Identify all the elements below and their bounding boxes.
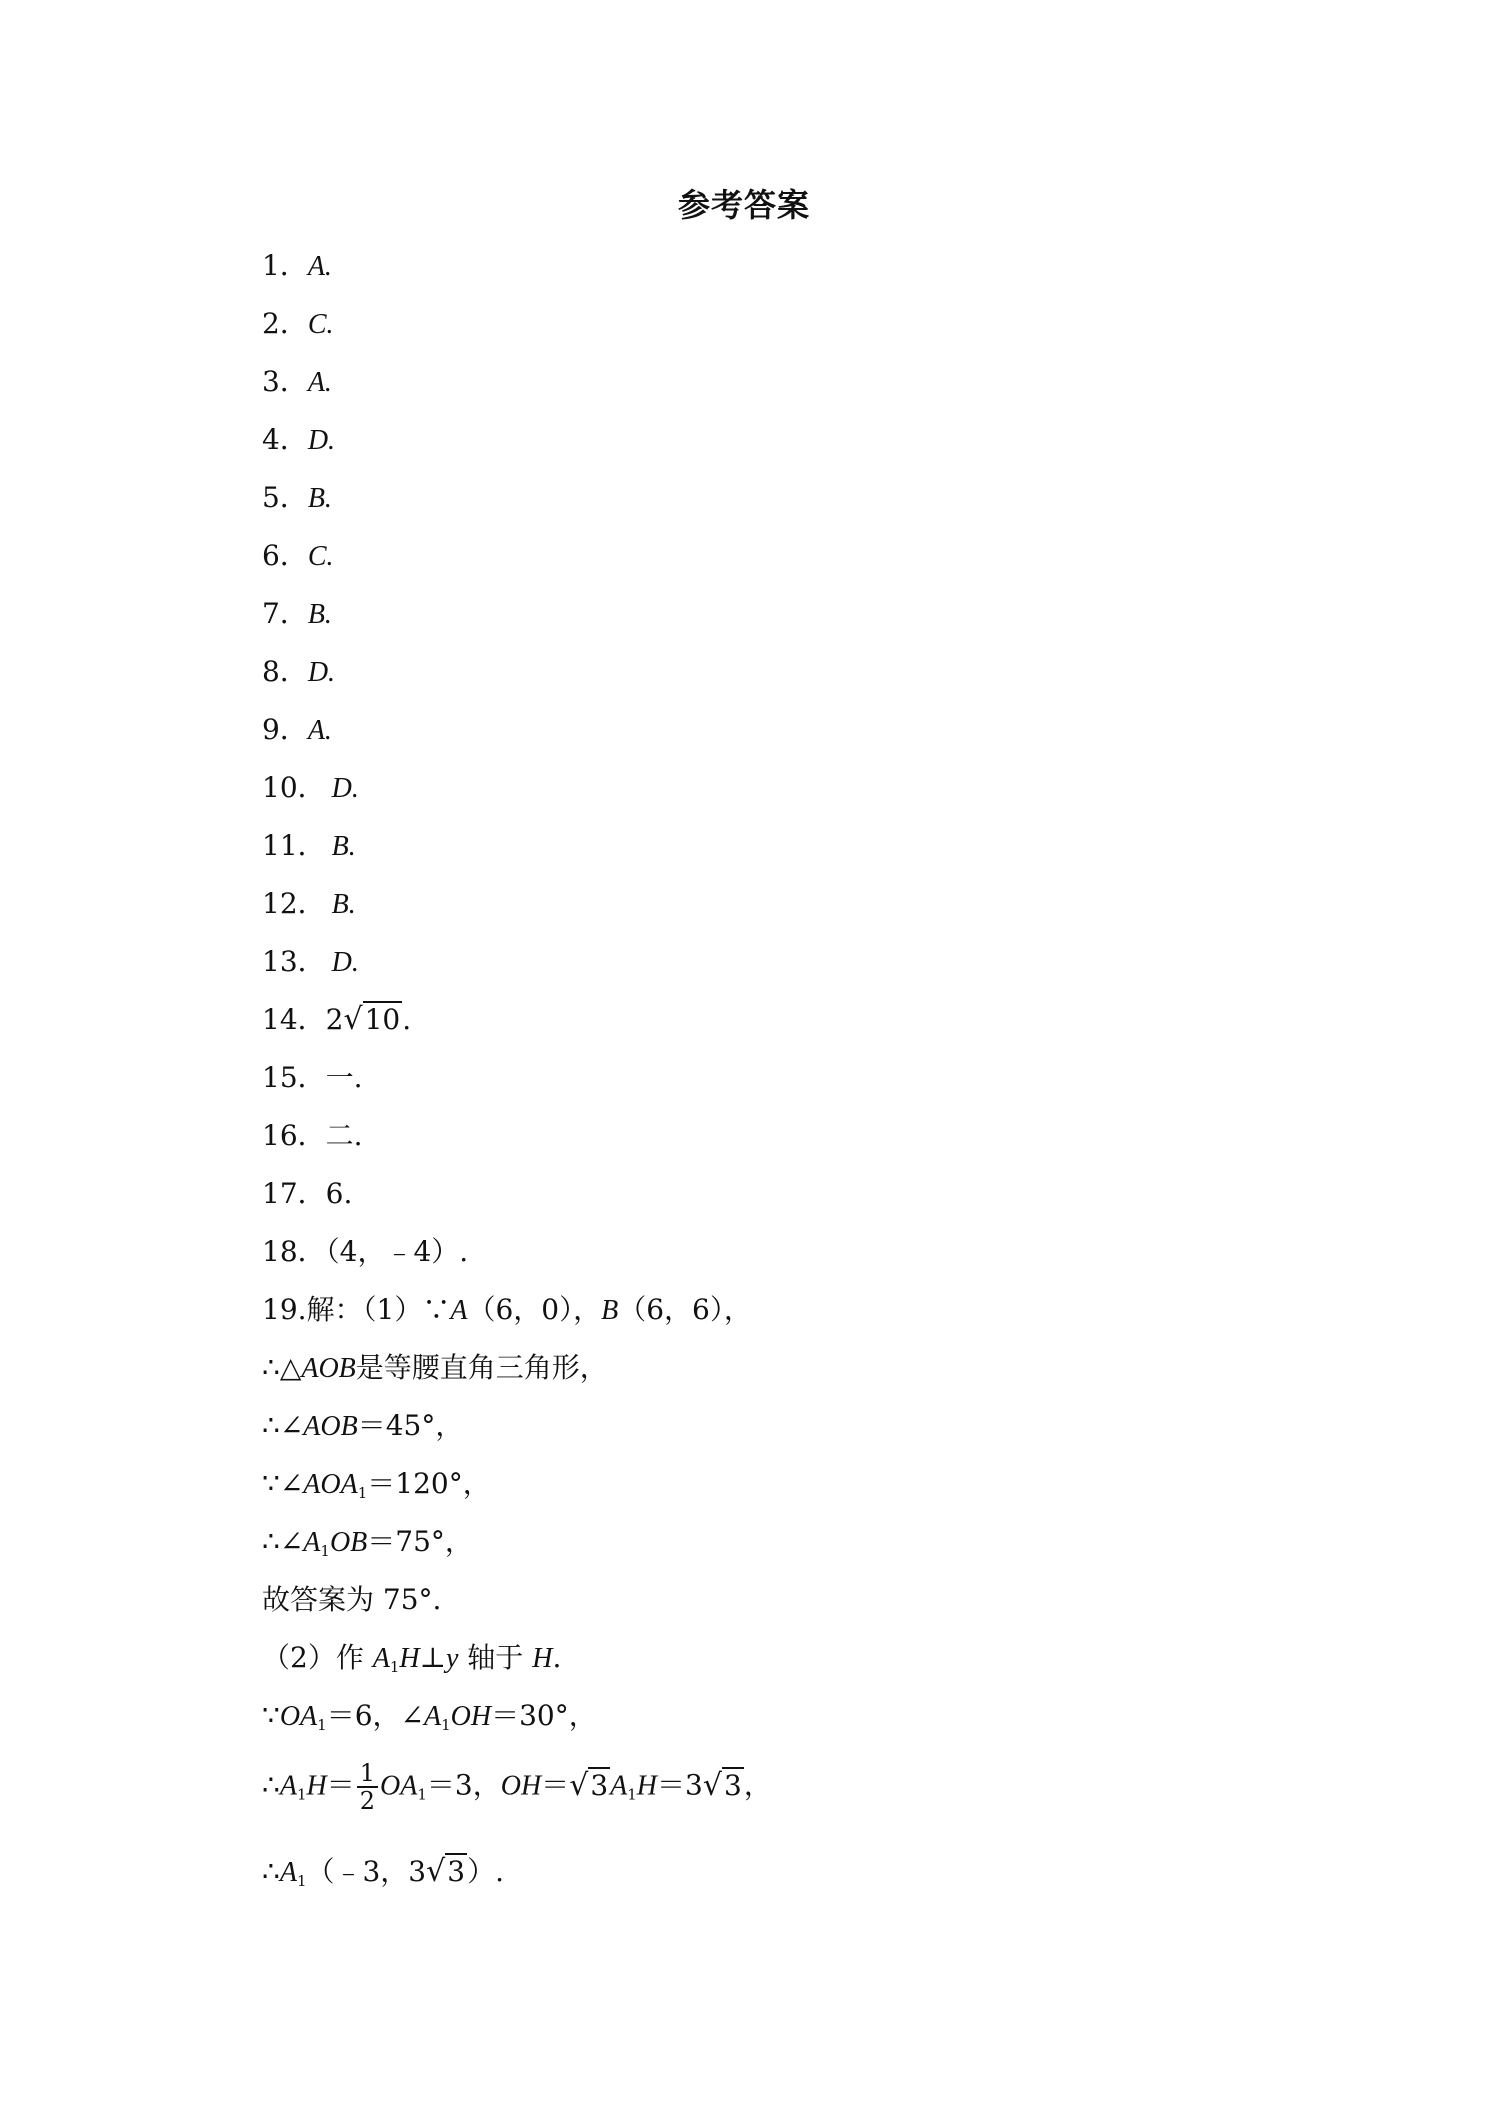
solution-19-line-9: $\therefore A_1H=$ $\frac{1}{2}$ $OA_1=3$，$OH=√3A_1H=3√3$， bbox=[262, 1759, 772, 1815]
solution-19-line-8: $\because OA_1=6$，$\angle A_1OH=30^\circ$， bbox=[262, 1699, 597, 1734]
solution-19-line-4: $\because\angle AOA_1=120^\circ$， bbox=[262, 1467, 491, 1502]
solution-19-line-7: （2）作 $A_1H\perp y$ 轴于 H. bbox=[262, 1641, 562, 1676]
answer-number: 18． bbox=[262, 1235, 326, 1268]
answer-value: 一. bbox=[325, 1061, 363, 1094]
page-title: 参考答案 bbox=[677, 186, 810, 224]
answer-6 bbox=[262, 536, 334, 577]
answer-value: A. bbox=[307, 367, 332, 398]
answer-number: 10． bbox=[262, 771, 326, 804]
answer-10 bbox=[262, 768, 359, 809]
answer-number: 11． bbox=[262, 829, 326, 862]
answer-16 bbox=[262, 1116, 363, 1156]
answer-number: 3． bbox=[262, 365, 308, 398]
answer-5 bbox=[262, 478, 332, 519]
answer-9 bbox=[262, 710, 332, 751]
answer-number: 15． bbox=[262, 1061, 326, 1094]
answer-value: D. bbox=[307, 657, 336, 688]
answer-number: 6． bbox=[262, 539, 308, 572]
answer-7 bbox=[262, 594, 332, 635]
answer-8 bbox=[262, 652, 335, 693]
answer-number: 12． bbox=[262, 887, 326, 920]
answer-value: 6. bbox=[325, 1177, 353, 1210]
answer-number: 9． bbox=[262, 713, 308, 746]
answer-value: D. bbox=[331, 773, 359, 804]
answer-13 bbox=[262, 942, 359, 983]
answer-15 bbox=[262, 1058, 363, 1098]
answer-14: 14．2√10. bbox=[262, 1000, 411, 1040]
answer-value: D. bbox=[307, 425, 336, 456]
sqrt-expression: √3 bbox=[426, 1854, 466, 1889]
answer-number: 5． bbox=[262, 481, 308, 514]
solution-19-line-2: ∴△AOB是等腰直角三角形， bbox=[262, 1351, 608, 1384]
sqrt-expression: √3 bbox=[702, 1767, 742, 1803]
answer-12 bbox=[262, 884, 356, 925]
answer-value: C. bbox=[307, 309, 334, 340]
answer-number: 8． bbox=[262, 655, 308, 688]
answer-value: C. bbox=[307, 541, 334, 572]
answer-number: 4． bbox=[262, 423, 308, 456]
answer-1 bbox=[262, 246, 332, 287]
answer-17 bbox=[262, 1174, 352, 1214]
answer-number: 1． bbox=[262, 249, 308, 282]
answer-11 bbox=[262, 826, 356, 867]
answer-number: 2． bbox=[262, 307, 308, 340]
answer-value: A. bbox=[307, 715, 332, 746]
answer-value: B. bbox=[331, 831, 356, 862]
solution-19-line-6: 故答案为 75°. bbox=[262, 1583, 442, 1616]
solution-19-line-3: ∴∠AOB＝45°， bbox=[262, 1409, 464, 1442]
answer-18 bbox=[262, 1232, 468, 1272]
solution-19-line-5: $\therefore\angle A_1OB=75^\circ$， bbox=[262, 1525, 473, 1560]
fraction-one-half: $\frac{1}{2}$ bbox=[357, 1760, 378, 1814]
answer-value: 2 bbox=[325, 1003, 344, 1036]
answer-value: （4，﹣4）. bbox=[325, 1235, 469, 1268]
solution-19-line-1: 19.解：（1）∵A（6，0），B（6，6）， bbox=[262, 1293, 752, 1326]
answer-value: D. bbox=[331, 947, 359, 978]
answer-number: 17． bbox=[262, 1177, 326, 1210]
answer-number: 7． bbox=[262, 597, 308, 630]
answer-number: 14． bbox=[262, 1003, 326, 1036]
answer-value: B. bbox=[331, 889, 356, 920]
answer-4 bbox=[262, 420, 335, 461]
sqrt-expression: √3 bbox=[569, 1767, 609, 1803]
solution-19-line-10: $\therefore A_1(﹣3$，3√3）. bbox=[262, 1854, 504, 1890]
answer-2 bbox=[262, 304, 334, 345]
sqrt-expression: √10 bbox=[343, 1002, 401, 1037]
answer-value: B. bbox=[307, 599, 332, 630]
answer-value: 二. bbox=[325, 1119, 363, 1152]
answer-value: B. bbox=[307, 483, 332, 514]
answer-number: 16． bbox=[262, 1119, 326, 1152]
answer-3 bbox=[262, 362, 332, 403]
answer-number: 13． bbox=[262, 945, 326, 978]
answer-value: A. bbox=[307, 251, 332, 282]
